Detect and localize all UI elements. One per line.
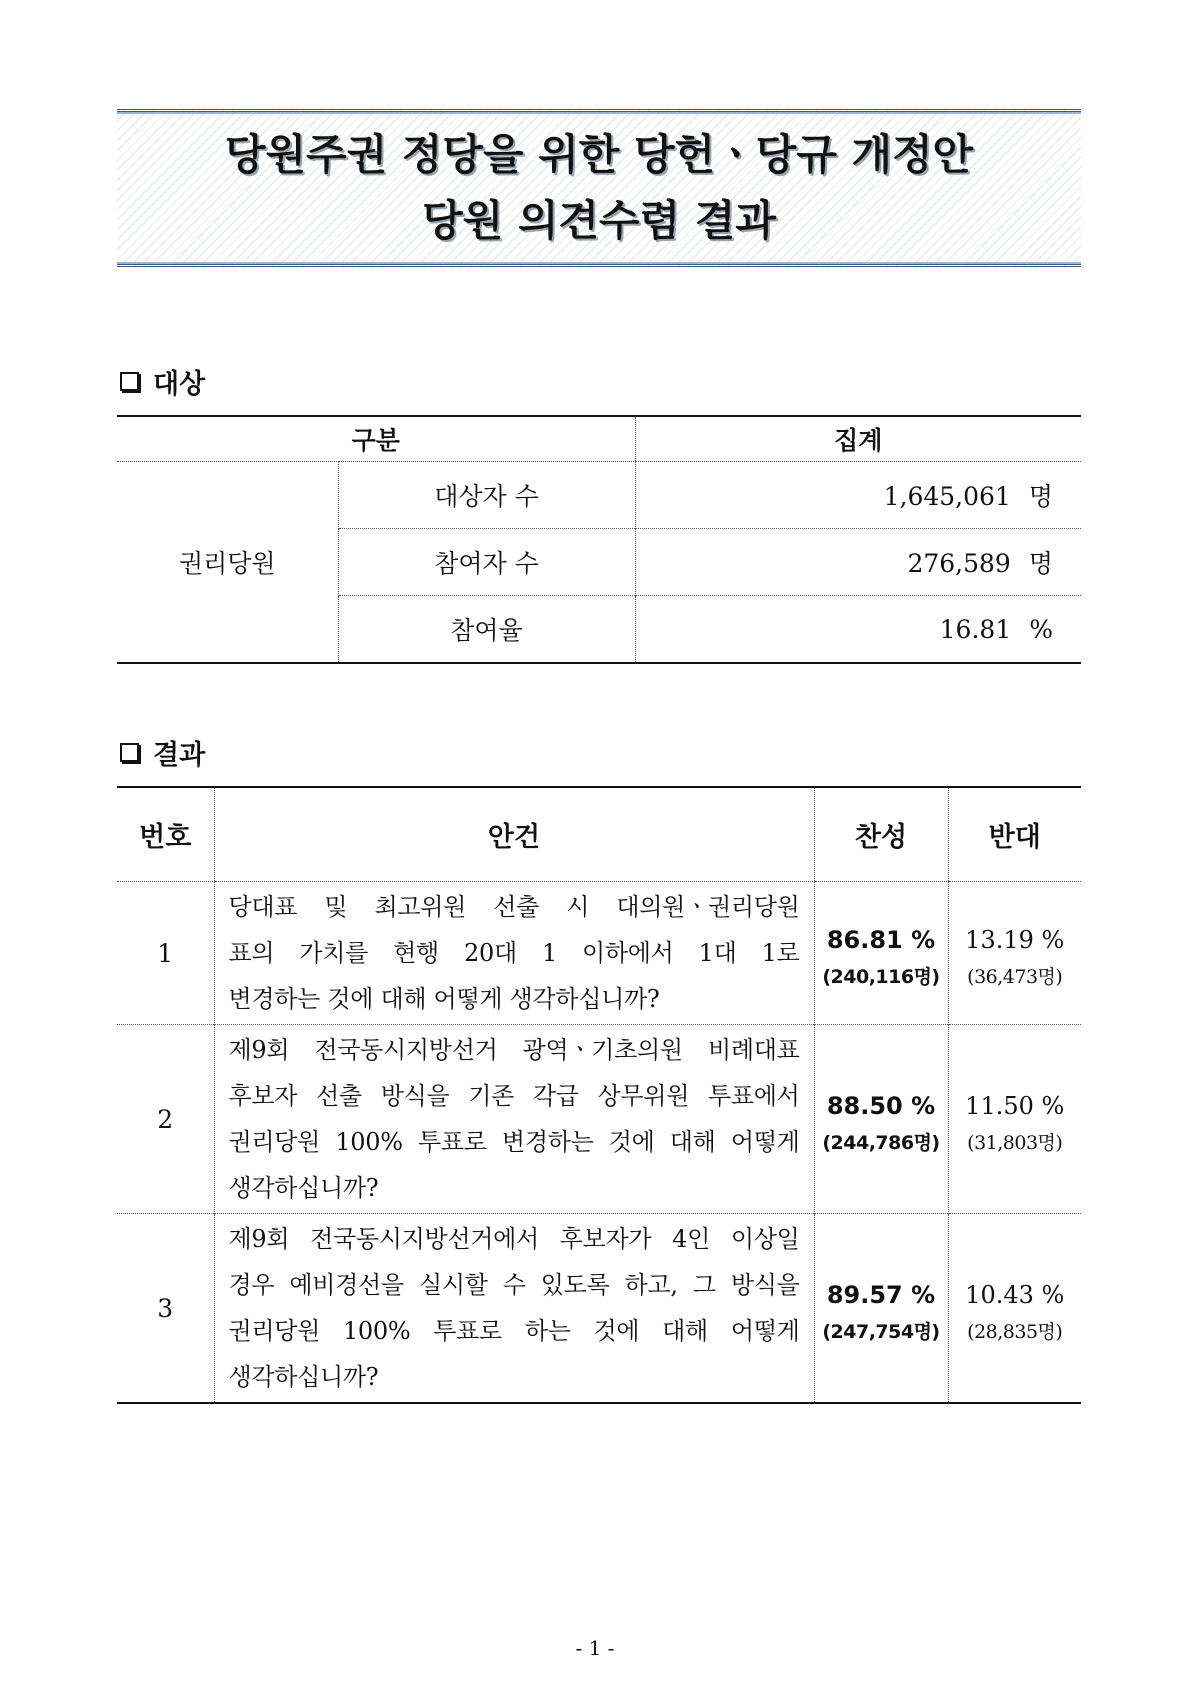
agenda-text: 제9회 전국동시지방선거 광역ㆍ기초의원 비례대표 후보자 선출 방식을 기존 각급 상무위원 투표에서 권리당원 100% 투표로 변경하는 것에 대해 어떻게 생각하십니까? xyxy=(214,1025,814,1214)
row-label: 대상자 수 xyxy=(338,462,635,529)
table-header-row xyxy=(117,416,1081,462)
row-value: 16.81 % xyxy=(635,596,1081,664)
agenda-text: 제9회 전국동시지방선거에서 후보자가 4인 이상일 경우 예비경선을 실시할 수 있도록 하고, 그 방식을 권리당원 100% 투표로 하는 것에 대해 어떻게 생각하십니까? xyxy=(214,1214,814,1404)
section-heading-text: 대상 xyxy=(153,369,206,400)
yes-result: 88.50 % (244,786명) xyxy=(814,1025,948,1214)
header-total: 집계 xyxy=(635,416,1081,462)
group-label: 권리당원 xyxy=(178,549,276,578)
header-no: 반대 xyxy=(948,787,1081,882)
section-heading-result xyxy=(120,733,205,772)
header-agenda: 안건 xyxy=(214,787,814,882)
checkbox-square-icon xyxy=(120,743,139,762)
table-row xyxy=(117,1214,1081,1404)
title-line-2: 당원 의견수렴 결과 xyxy=(422,196,776,245)
agenda-text: 당대표 및 최고위원 선출 시 대의원ㆍ권리당원 표의 가치를 현행 20대 1 이하에서 1대 1로 변경하는 것에 대해 어떻게 생각하십니까? xyxy=(214,882,814,1025)
no-result: 13.19 % (36,473명) xyxy=(948,882,1081,1025)
no-result: 11.50 % (31,803명) xyxy=(948,1025,1081,1214)
table-header-row xyxy=(117,787,1081,882)
row-label: 참여자 수 xyxy=(338,529,635,596)
checkbox-square-icon xyxy=(120,372,139,391)
table-row xyxy=(117,1025,1081,1214)
row-number: 2 xyxy=(117,1025,214,1214)
table-row xyxy=(117,882,1081,1025)
target-table xyxy=(117,415,1081,664)
title-banner xyxy=(117,109,1081,267)
header-category: 구분 xyxy=(117,416,635,462)
header-yes: 찬성 xyxy=(814,787,948,882)
section-heading-target xyxy=(120,362,205,401)
section-heading-text: 결과 xyxy=(153,740,206,771)
yes-result: 86.81 % (240,116명) xyxy=(814,882,948,1025)
row-number: 1 xyxy=(157,938,174,968)
yes-result: 89.57 % (247,754명) xyxy=(814,1214,948,1404)
result-table xyxy=(117,786,1081,1404)
no-result: 10.43 % (28,835명) xyxy=(948,1214,1081,1404)
row-value: 276,589 명 xyxy=(635,529,1081,596)
row-number: 3 xyxy=(117,1214,214,1404)
page-number: - 1 - xyxy=(575,1636,615,1660)
header-number: 번호 xyxy=(117,787,214,882)
row-value: 1,645,061 명 xyxy=(635,462,1081,529)
table-row xyxy=(117,462,1081,529)
title-line-1: 당원주권 정당을 위한 당헌ㆍ당규 개정안 xyxy=(224,130,974,179)
row-label: 참여율 xyxy=(338,596,635,664)
